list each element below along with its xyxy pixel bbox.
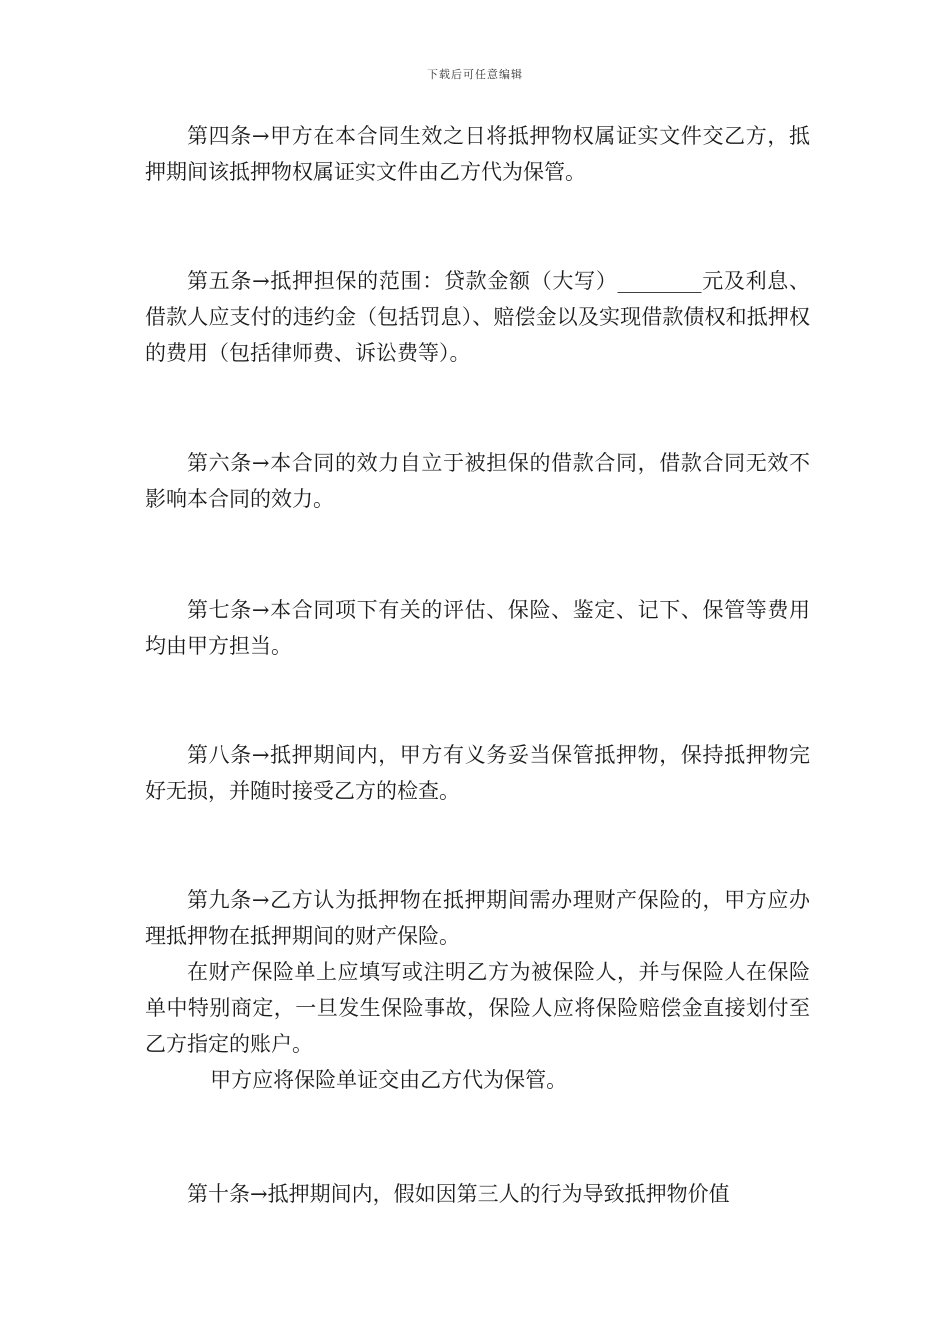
clause-4 xyxy=(145,118,810,190)
clause-paragraph: 在财产保险单上应填写或注明乙方为被保险人，并与保险人在保险单中特别商定，一旦发生保险事故，保险人应将保险赔偿金直接划付至乙方指定的账户。 xyxy=(145,960,810,1056)
clause-paragraph: 第八条→抵押期间内，甲方有义务妥当保管抵押物，保持抵押物完好无损，并随时接受乙方的检查。 xyxy=(145,743,810,803)
clause-7 xyxy=(145,592,810,664)
clause-paragraph: 第九条→乙方认为抵押物在抵押期间需办理财产保险的，甲方应办理抵押物在抵押期间的财产保险。 xyxy=(145,888,810,948)
clause-paragraph: 第十条→抵押期间内，假如因第三人的行为导致抵押物价值 xyxy=(187,1182,730,1206)
clause-paragraph: 第四条→甲方在本合同生效之日将抵押物权属证实文件交乙方，抵押期间该抵押物权属证实文件由乙方代为保管。 xyxy=(145,124,810,184)
clause-10 xyxy=(145,1176,810,1212)
clause-9 xyxy=(145,882,810,1098)
clause-6 xyxy=(145,445,810,517)
page-header: 下载后可任意编辑 xyxy=(427,68,523,81)
clause-5 xyxy=(145,263,810,371)
clause-paragraph: 第五条→抵押担保的范围：贷款金额（大写）________元及利息、借款人应支付的违约金（包括罚息）、赔偿金以及实现借款债权和抵押权的费用（包括律师费、诉讼费等）。 xyxy=(145,269,810,365)
clause-paragraph: 第七条→本合同项下有关的评估、保险、鉴定、记下、保管等费用均由甲方担当。 xyxy=(145,598,810,658)
clause-paragraph: 第六条→本合同的效力自立于被担保的借款合同，借款合同无效不影响本合同的效力。 xyxy=(145,451,810,511)
clause-8 xyxy=(145,737,810,809)
clause-paragraph: 甲方应将保险单证交由乙方代为保管。 xyxy=(210,1068,568,1092)
